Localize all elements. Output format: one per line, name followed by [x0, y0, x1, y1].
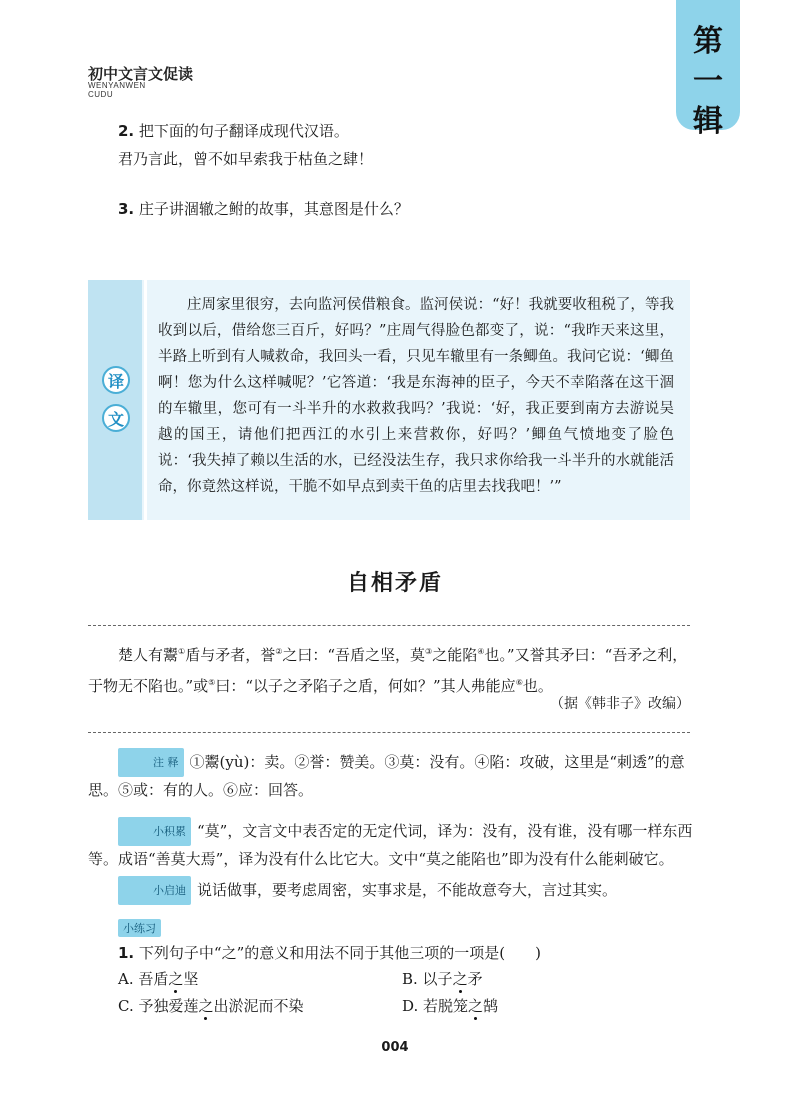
divider-bottom — [88, 732, 690, 733]
pinyin-line-2: CUDU — [88, 90, 114, 99]
note-ref-1: ① — [178, 647, 186, 656]
question-2-sentence: 君乃言此，曾不如早索我于枯鱼之肆！ — [118, 150, 374, 168]
exercise-question-number: 1. — [118, 944, 135, 962]
question-3-number: 3. — [118, 200, 135, 218]
question-2-number: 2. — [118, 122, 135, 140]
question-2 — [118, 120, 349, 141]
question-3 — [118, 198, 409, 219]
exercise-header — [118, 918, 167, 937]
note-ref-5: ⑤ — [208, 678, 216, 687]
notes-text: ①鬻(yù)：卖。②誉：赞美。③莫：没有。④陷：攻破，这里是“刺透”的意思。⑤或：有的人。⑥应：回答。 — [88, 753, 685, 799]
exercise-question — [118, 942, 541, 963]
article-source: （据《韩非子》改编） — [550, 696, 690, 712]
exercise-question-text: 下列句子中“之”的意义和用法不同于其他三项的一项是( ) — [138, 944, 541, 962]
exercise-tag: 小练习 — [118, 919, 161, 937]
pinyin-line-1: WENYANWEN — [88, 81, 146, 90]
book-title: 初中文言文促读 — [88, 65, 194, 83]
accumulate-text: “莫”，文言文中表否定的无定代词，译为：没有，没有谁，没有哪一样东西等。成语“善莫大焉”，译为没有什么比它大。文中“莫之能陷也”即为没有什么能刺破它。 — [88, 822, 693, 868]
option-b[interactable]: B. 以子之矛 — [402, 970, 483, 988]
volume-label-1: 第 — [693, 24, 723, 59]
page-number: 004 — [381, 1040, 409, 1055]
question-3-text: 庄子讲涸辙之鲋的故事，其意图是什么？ — [138, 200, 409, 218]
translation-box — [88, 280, 690, 520]
volume-label-2: 一 — [693, 64, 723, 99]
translation-label-wen: 文 — [102, 404, 130, 432]
book-title-pinyin — [88, 81, 146, 99]
inspire-tag: 小启迪 — [118, 876, 191, 905]
option-a[interactable]: A. 吾盾之坚 — [118, 970, 199, 988]
option-c[interactable]: C. 予独爱莲之出淤泥而不染 — [118, 997, 304, 1015]
option-d[interactable]: D. 若脱笼之鹄 — [402, 997, 499, 1015]
translation-text: 庄周家里很穷，去向监河侯借粮食。监河侯说：“好！我就要收租税了，等我收到以后，借给您三百斤，好吗？”庄周气得脸色都变了，说：“我昨天来这里，半路上听到有人喊救命，我回头一看，只见车辙里有一条鲫鱼。我问它说：‘鲫鱼啊！您为什么这样喊呢？’它答道：‘我是东海神的臣子，今天不幸陷落在这干涸的车辙里，您可有一斗半升的水救救我吗？’我说：‘好，我正要到南方去游说吴越的国王，请他们把西江的水引上来营救你，好吗？’鲫鱼气愤地变了脸色说：‘我失掉了赖以生活的水，已经没法生存，我只求你给我一斗半升的水就能活命，你竟然这样说，干脆不如早点到卖干鱼的店里去找我吧！’” — [158, 297, 674, 495]
article-body: 楚人有鬻①盾与矛者，誉②之曰：“吾盾之坚，莫③之能陷④也。”又誉其矛曰：“吾矛之利，于物无不陷也。”或⑤曰：“以子之矛陷子之盾，何如？”其人弗能应⑥也。 — [88, 646, 688, 695]
divider-top — [88, 625, 690, 626]
notes-tag: 注 释 — [118, 748, 184, 777]
article-title: 自相矛盾 — [346, 571, 443, 596]
note-ref-2: ② — [275, 647, 283, 656]
translation-side-bar — [88, 280, 142, 520]
volume-label-3: 辑 — [693, 104, 723, 139]
note-ref-4: ④ — [477, 647, 485, 656]
inspire-section — [88, 876, 698, 905]
accumulate-tag: 小积累 — [118, 817, 191, 846]
volume-tab — [676, 0, 740, 139]
translation-divider — [144, 280, 147, 520]
note-ref-6: ⑥ — [515, 678, 523, 687]
inspire-text: 说话做事，要考虑周密，实事求是，不能故意夸大，言过其实。 — [197, 881, 618, 899]
notes-section — [88, 748, 698, 804]
note-ref-3: ③ — [425, 647, 433, 656]
accumulate-section — [88, 817, 698, 873]
question-2-text: 把下面的句子翻译成现代汉语。 — [138, 122, 349, 140]
translation-label-yi: 译 — [102, 366, 130, 394]
